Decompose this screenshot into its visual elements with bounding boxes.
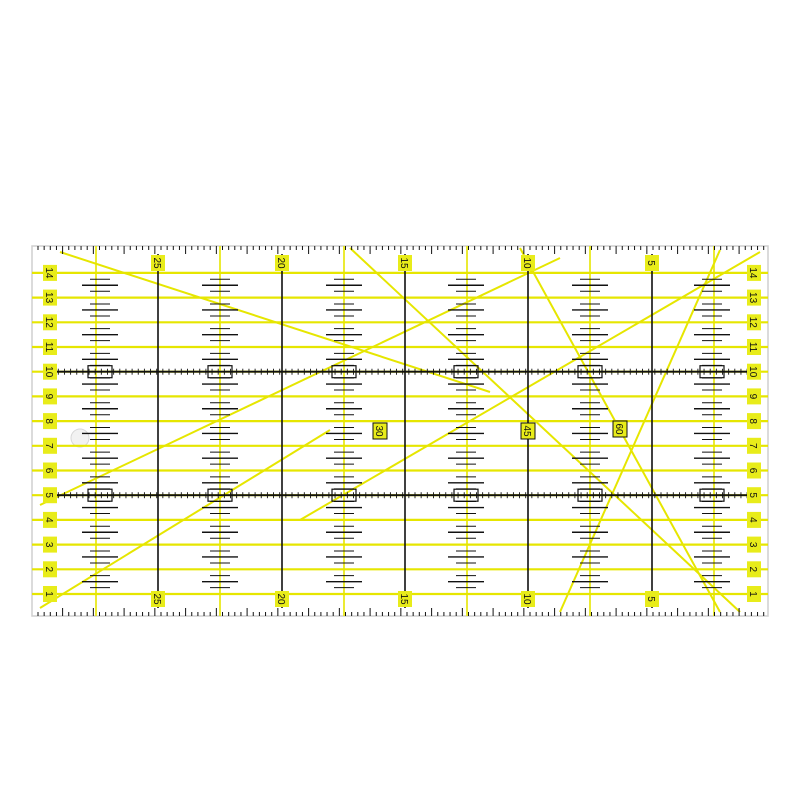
bottom-scale-label [151, 591, 165, 607]
label-text: 11 [747, 341, 758, 353]
label-text: 10 [521, 593, 532, 605]
left-scale-label [43, 388, 57, 404]
label-text: 8 [747, 418, 758, 424]
angle-label [613, 421, 627, 437]
label-text: 4 [747, 517, 758, 523]
top-scale-label [275, 255, 289, 271]
label-text: 2 [43, 566, 54, 573]
label-text: 13 [43, 292, 54, 304]
label-text: 5 [645, 596, 656, 602]
right-scale-label [747, 512, 761, 528]
angle-label-text: 30 [373, 425, 384, 437]
angle-label-text: 60 [613, 423, 624, 435]
label-text: 13 [747, 292, 758, 304]
right-scale-label [747, 561, 761, 577]
bottom-scale-label [275, 591, 289, 607]
ruler-body [32, 246, 768, 616]
label-text: 5 [43, 492, 54, 498]
right-scale-label [747, 314, 761, 330]
right-scale-label [747, 339, 761, 355]
label-text: 9 [43, 393, 54, 400]
top-scale-label [645, 255, 659, 271]
label-text: 7 [43, 443, 54, 449]
label-text: 14 [43, 267, 54, 279]
left-scale-label [43, 512, 57, 528]
label-text: 12 [747, 316, 758, 328]
label-text: 10 [747, 366, 758, 378]
left-scale-label [43, 463, 57, 479]
angle-label [373, 423, 387, 439]
right-scale-label [747, 487, 761, 503]
left-scale-label [43, 586, 57, 602]
label-text: 6 [43, 467, 54, 474]
right-scale-label [747, 586, 761, 602]
label-text: 25 [151, 257, 162, 269]
right-scale-label [747, 413, 761, 429]
label-text: 3 [43, 541, 54, 548]
label-text: 25 [151, 593, 162, 605]
label-text: 6 [747, 467, 758, 474]
right-scale-label [747, 364, 761, 380]
label-text: 15 [398, 593, 409, 605]
right-scale-label [747, 265, 761, 281]
label-text: 4 [43, 517, 54, 523]
left-scale-label [43, 339, 57, 355]
label-text: 2 [747, 566, 758, 573]
label-text: 8 [43, 418, 54, 424]
bottom-scale-label [521, 591, 535, 607]
left-scale-label [43, 265, 57, 281]
hanging-hole [71, 429, 89, 447]
left-scale-label [43, 290, 57, 306]
top-scale-label [521, 255, 535, 271]
angle-label-text: 45 [521, 425, 532, 437]
label-text: 12 [43, 316, 54, 328]
angle-label [521, 423, 535, 439]
right-scale-label [747, 388, 761, 404]
right-scale-label [747, 290, 761, 306]
label-text: 1 [43, 591, 54, 597]
bottom-scale-label [398, 591, 412, 607]
label-text: 20 [275, 593, 286, 605]
left-scale-label [43, 561, 57, 577]
label-text: 5 [645, 260, 656, 266]
label-text: 3 [747, 541, 758, 548]
label-text: 5 [747, 492, 758, 498]
label-text: 1 [747, 591, 758, 597]
top-scale-label [398, 255, 412, 271]
label-text: 15 [398, 257, 409, 269]
left-scale-label [43, 413, 57, 429]
bottom-scale-label [645, 591, 659, 607]
left-scale-label [43, 438, 57, 454]
label-text: 10 [43, 366, 54, 378]
label-text: 14 [747, 267, 758, 279]
label-text: 10 [521, 257, 532, 269]
left-scale-label [43, 364, 57, 380]
left-scale-label [43, 537, 57, 553]
label-text: 7 [747, 443, 758, 449]
label-text: 20 [275, 257, 286, 269]
right-scale-label [747, 537, 761, 553]
top-scale-label [151, 255, 165, 271]
left-scale-label [43, 487, 57, 503]
right-scale-label [747, 463, 761, 479]
left-scale-label [43, 314, 57, 330]
label-text: 9 [747, 393, 758, 400]
label-text: 11 [43, 341, 54, 353]
right-scale-label [747, 438, 761, 454]
